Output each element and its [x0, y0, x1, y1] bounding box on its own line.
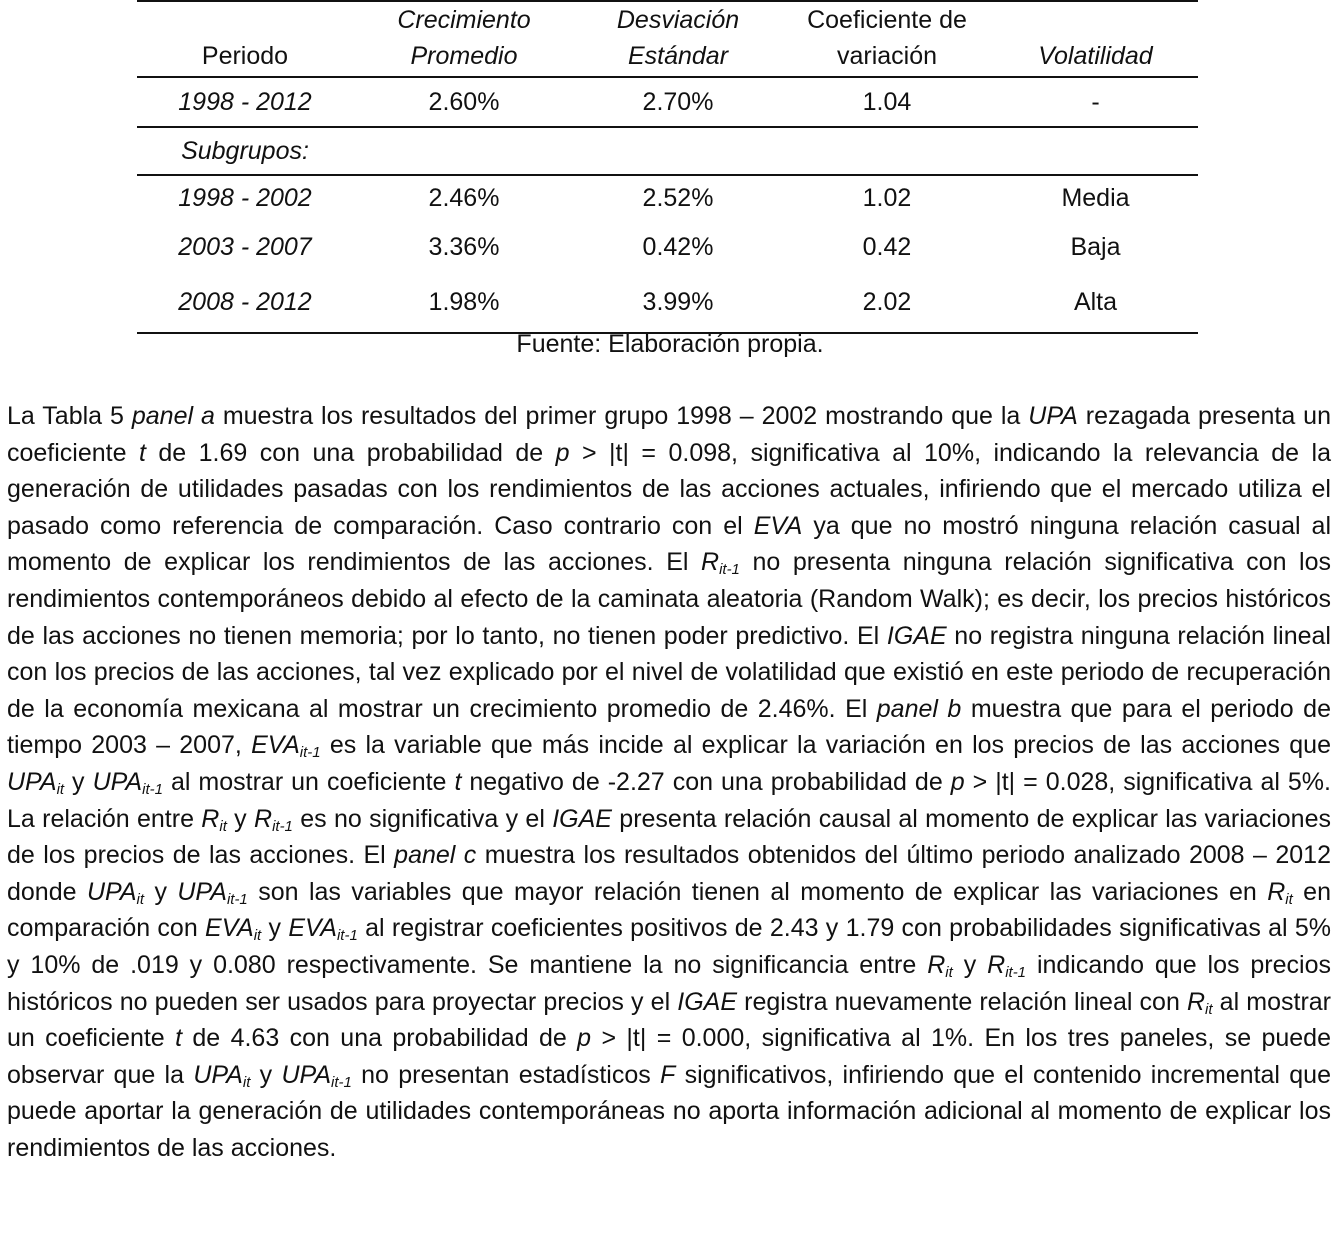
paragraph-italic-term: panel c — [394, 841, 477, 870]
paragraph-text: registra nuevamente relación lineal con — [737, 987, 1187, 1016]
paragraph-italic-term: t — [175, 1024, 183, 1053]
volatility-table — [137, 0, 1198, 334]
paragraph-subscript: it — [56, 780, 65, 798]
paragraph-subscript: it — [242, 1073, 251, 1091]
cell-period: 2008 - 2012 — [137, 273, 353, 333]
header-desviacion-estandar: Desviación Estándar — [575, 1, 781, 77]
cell-period: 1998 - 2002 — [178, 184, 312, 212]
table-row — [137, 175, 1198, 221]
cell-coeficiente: 2.02 — [781, 273, 993, 333]
paragraph-text: es la variable que más incide al explicar la variación en los precios de las acciones que — [320, 731, 1331, 760]
cell-coeficiente: 0.42 — [862, 232, 912, 261]
paragraph-italic-term: EVA — [753, 511, 803, 540]
paragraph-text: y — [144, 877, 178, 906]
paragraph-italic-term: R — [254, 804, 273, 833]
paragraph-italic-term: t — [138, 438, 146, 467]
paragraph-italic-term: IGAE — [552, 804, 612, 833]
paragraph-text: al mostrar un coeficiente — [162, 767, 455, 796]
cell-desviacion: 2.70% — [575, 77, 781, 127]
paragraph-italic-term: F — [660, 1060, 676, 1089]
paragraph-subscript: it-1 — [142, 780, 163, 798]
paragraph-subscript: it-1 — [299, 744, 321, 762]
paragraph-text: y — [226, 804, 254, 833]
paragraph-subscript: it-1 — [1005, 963, 1027, 981]
cell-volatilidad: Baja — [1070, 232, 1121, 261]
paragraph-italic-term: panel a — [131, 402, 215, 430]
paragraph-italic-term: R — [701, 548, 720, 577]
paragraph-subscript: it — [945, 963, 953, 981]
volatility-table-container — [137, 0, 1198, 334]
cell-desviacion: 3.99% — [575, 273, 781, 333]
paragraph-text: son las variables que mayor relación tienen al momento de explicar las variaciones en — [247, 877, 1268, 906]
paragraph-subscript: it-1 — [336, 927, 358, 945]
paragraph-subscript: it — [253, 927, 262, 945]
paragraph-subscript: it — [1285, 890, 1293, 908]
body-paragraph — [7, 398, 1331, 1166]
cell-period: 1998 - 2012 — [137, 77, 353, 127]
paragraph-italic-term: UPA — [1028, 402, 1078, 430]
paragraph-text: muestra que para el periodo de tiempo 2003 – 2007, — [7, 694, 1331, 760]
paragraph-italic-term: panel b — [876, 694, 962, 723]
paragraph-text: rezagada presenta un coeficiente — [7, 402, 1331, 467]
paragraph-text: > |t| = 0.098, significativa al 10%, indicando la relevancia de la generación de utilidades pasadas con los rendimientos de las acciones actuales, infiriendo que el mercado utiliza el pasado como referencia de comparación. Caso contrario con el — [7, 438, 1331, 540]
paragraph-text: muestra los resultados obtenidos del último periodo analizado 2008 – 2012 donde — [7, 841, 1331, 906]
paragraph-italic-term: p — [555, 438, 570, 467]
table-row-total — [137, 77, 1198, 127]
paragraph-italic-term: p — [577, 1024, 592, 1053]
paragraph-text: no presenta ninguna relación significativa con los rendimientos contemporáneos debido al efecto de la caminata aleatoria (Random Walk); es decir, los precios históricos de las acciones no tienen memoria; por lo tanto, no tienen poder predictivo. El — [7, 548, 1332, 650]
cell-period: 2003 - 2007 — [178, 232, 312, 261]
paragraph-subscript: it — [1205, 1000, 1213, 1018]
paragraph-text: muestra los resultados del primer grupo 1998 – 2002 mostrando que la — [214, 402, 1029, 430]
subgroups-label: Subgrupos: — [137, 127, 353, 175]
cell-desviacion: 2.52% — [642, 184, 714, 212]
paragraph-text: y — [64, 767, 93, 796]
header-coeficiente-variacion: Coeficiente de variación — [781, 1, 993, 77]
paragraph-text: de 1.69 con una probabilidad de — [145, 438, 556, 467]
paragraph-subscript: it-1 — [719, 561, 740, 579]
paragraph-text: es no significativa y el — [292, 804, 553, 833]
cell-desviacion: 0.42% — [642, 232, 714, 261]
paragraph-text: > |t| = 0.000, significativa al 1%. En los tres paneles, se puede observar que la — [7, 1024, 1331, 1089]
paragraph-italic-term: IGAE — [677, 987, 738, 1016]
header-crecimiento-promedio: Crecimiento Promedio — [353, 1, 575, 77]
paragraph-italic-term: IGAE — [886, 621, 947, 650]
paragraph-italic-term: R — [987, 950, 1006, 979]
paragraph-italic-term: R — [201, 804, 220, 833]
paragraph-italic-term: UPA — [92, 767, 143, 796]
table-row — [137, 221, 1198, 273]
header-volatilidad: Volatilidad — [993, 1, 1198, 77]
cell-coeficiente: 1.02 — [862, 184, 912, 212]
paragraph-text: significativos, infiriendo que el contenido incremental que puede aportar la generación de utilidades contemporáneas no aporta información adicional al momento de explicar los rendimientos de las acciones. — [7, 1060, 1331, 1162]
paragraph-text: en comparación con — [7, 877, 1331, 943]
paragraph-italic-term: R — [1267, 877, 1286, 906]
cell-volatilidad: Media — [1061, 184, 1130, 212]
paragraph-text: La Tabla 5 — [7, 402, 132, 430]
header-periodo: Periodo — [137, 1, 353, 77]
paragraph-subscript: it — [219, 817, 227, 835]
paragraph-text: y — [261, 914, 289, 943]
paragraph-italic-term: UPA — [7, 767, 57, 796]
paragraph-text: al mostrar un coeficiente — [7, 987, 1331, 1053]
paragraph-text: al registrar coeficientes positivos de 2.43 y 1.79 con probabilidades significativas al 5% y 10% de .019 y 0.080 respectivamente. Se mantiene la no significancia entre — [7, 914, 1332, 979]
cell-volatilidad: Alta — [993, 273, 1198, 333]
paragraph-italic-term: R — [1186, 987, 1206, 1016]
cell-crecimiento: 2.60% — [353, 77, 575, 127]
table-row-subgroups-label — [137, 127, 1198, 175]
paragraph-italic-term: EVA — [205, 914, 254, 943]
paragraph-subscript: it — [136, 890, 145, 908]
cell-crecimiento: 1.98% — [353, 273, 575, 333]
paragraph-subscript: it-1 — [226, 890, 248, 908]
paragraph-text: y — [952, 950, 988, 979]
cell-crecimiento: 3.36% — [428, 232, 500, 261]
paragraph-italic-term: UPA — [86, 877, 137, 906]
paragraph-italic-term: UPA — [193, 1060, 243, 1089]
paragraph-text: ya que no mostró ninguna relación casual al momento de explicar los rendimientos de las acciones. El — [7, 511, 1331, 577]
paragraph-text: negativo de -2.27 con una probabilidad de — [461, 767, 951, 796]
paragraph-italic-term: p — [950, 767, 965, 796]
cell-volatilidad: - — [993, 77, 1198, 127]
table-header-row — [137, 1, 1198, 77]
paragraph-italic-term: EVA — [288, 914, 337, 943]
paragraph-subscript: it-1 — [272, 817, 293, 835]
paragraph-text: no presentan estadísticos — [351, 1060, 661, 1089]
paragraph-text: > |t| = 0.028, significativa al 5%. La relación entre — [7, 767, 1331, 833]
table-source-note: Fuente: Elaboración propia. — [516, 330, 824, 358]
paragraph-italic-term: t — [454, 767, 462, 796]
paragraph-italic-term: UPA — [177, 877, 227, 906]
paragraph-italic-term: R — [927, 950, 946, 979]
paragraph-text: de 4.63 con una probabilidad de — [182, 1024, 578, 1053]
paragraph-subscript: it-1 — [331, 1073, 352, 1091]
paragraph-text: indicando que los precios históricos no pueden ser usados para proyectar precios y el — [7, 950, 1331, 1016]
paragraph-text: presenta relación causal al momento de explicar las variaciones de los precios de las acciones. El — [7, 804, 1331, 870]
table-row — [137, 273, 1198, 333]
paragraph-italic-term: EVA — [251, 731, 300, 760]
paragraph-text: y — [250, 1060, 282, 1089]
paragraph-text: no registra ninguna relación lineal con los precios de las acciones, tal vez explicado por el nivel de volatilidad que existió en este periodo de recuperación de la economía mexicana al mostrar un crecimiento promedio de 2.46%. El — [7, 621, 1331, 723]
cell-crecimiento: 2.46% — [428, 184, 500, 212]
paragraph-italic-term: UPA — [281, 1060, 332, 1089]
cell-coeficiente: 1.04 — [781, 77, 993, 127]
